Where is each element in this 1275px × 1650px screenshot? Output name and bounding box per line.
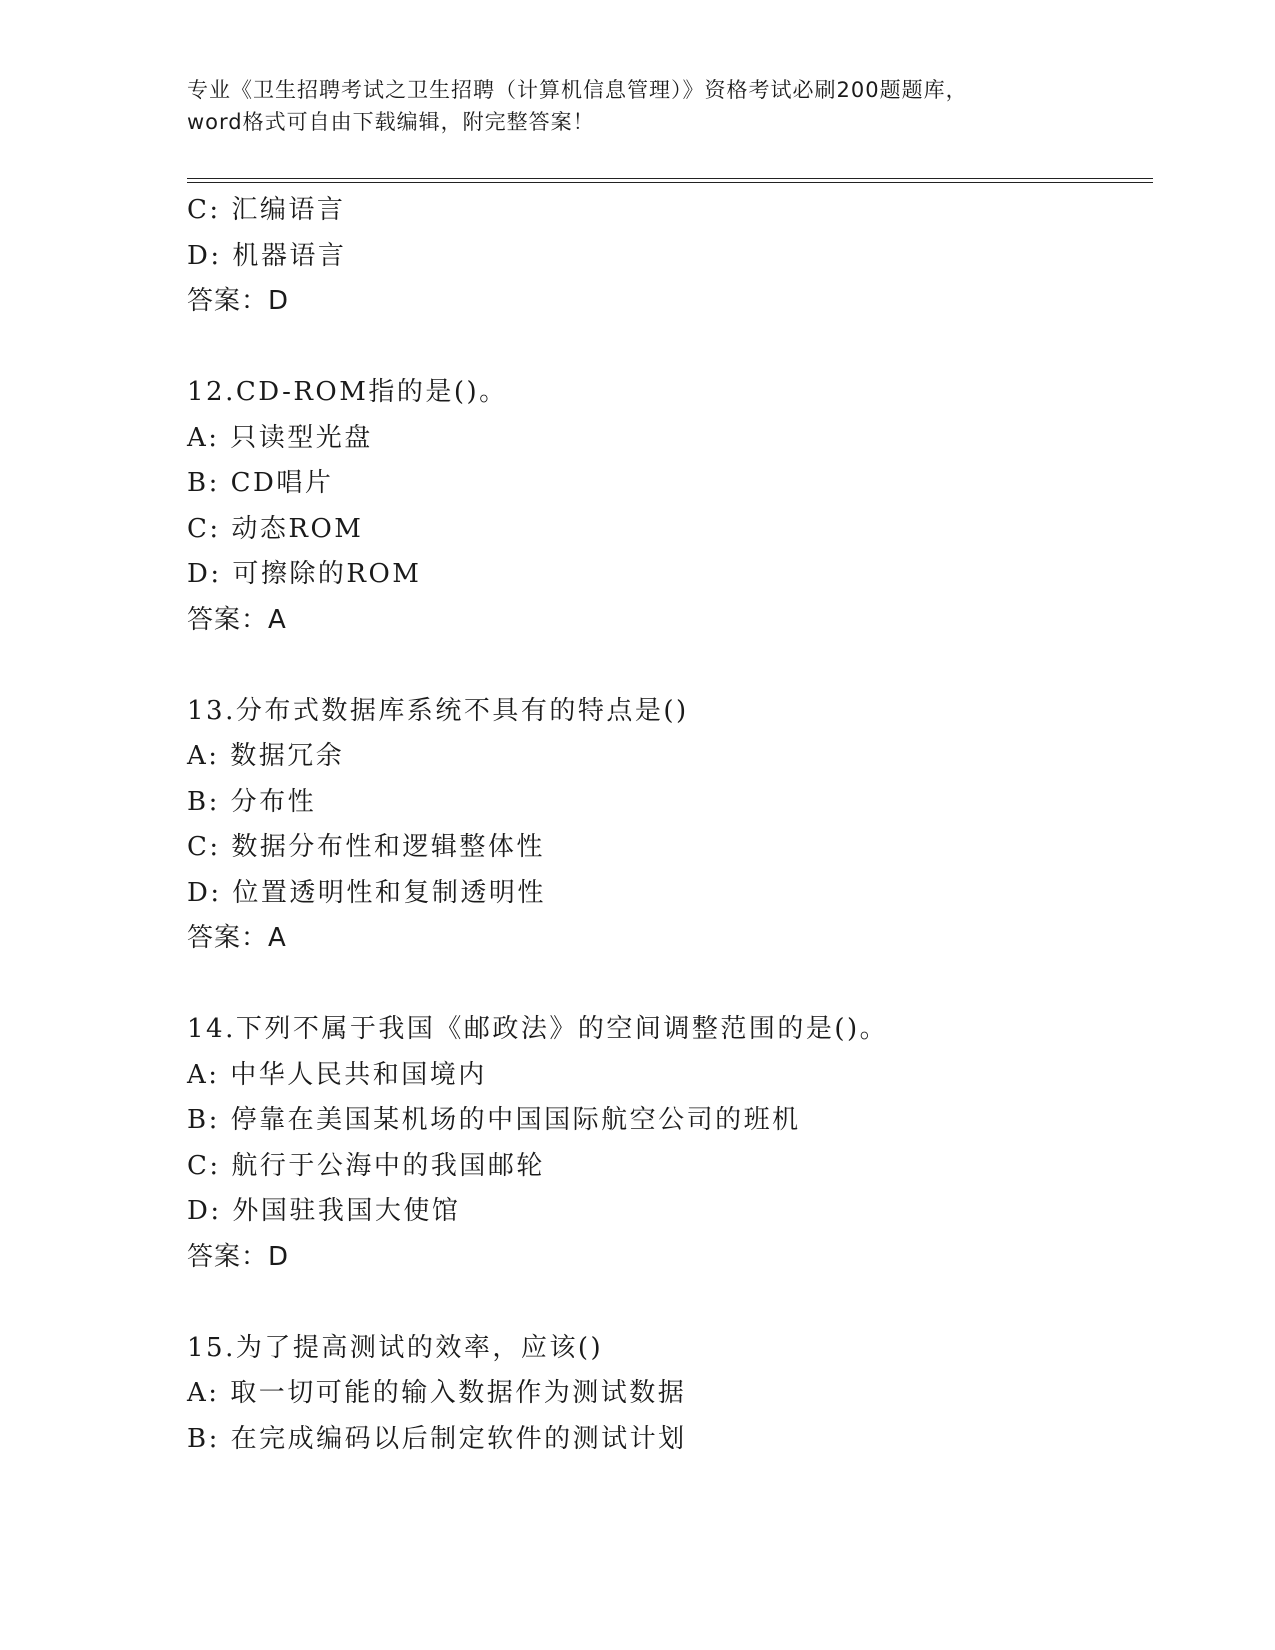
spacer [187, 643, 1147, 689]
question-list [187, 188, 1147, 1462]
answer-line: 答案：D [187, 286, 290, 316]
question-12 [187, 370, 1147, 643]
question-14 [187, 1007, 1147, 1280]
option-c: C: 数据分布性和逻辑整体性 [187, 832, 545, 862]
option-a: A: 中华人民共和国境内 [187, 1059, 487, 1090]
option-b: B: 停靠在美国某机场的中国国际航空公司的班机 [187, 1105, 801, 1135]
option-a: A: 数据冗余 [187, 741, 345, 771]
answer-line: 答案：A [187, 923, 287, 953]
option-d: D: 机器语言 [187, 240, 347, 271]
option-d: D: 位置透明性和复制透明性 [187, 877, 546, 908]
question-15 [187, 1326, 1147, 1463]
option-c: C: 动态ROM [187, 513, 364, 544]
question-stem: 12.CD-ROM指的是()。 [187, 377, 508, 407]
spacer [187, 962, 1147, 1008]
option-c: C: 汇编语言 [187, 195, 346, 225]
answer-line: 答案：A [187, 604, 287, 635]
option-b: B: 在完成编码以后制定软件的测试计划 [187, 1423, 687, 1454]
question-stem: 13.分布式数据库系统不具有的特点是() [187, 695, 689, 726]
question-11-continuation [187, 188, 1147, 325]
option-d: D: 可擦除的ROM [187, 559, 422, 589]
spacer [187, 325, 1147, 371]
option-a: A: 取一切可能的输入数据作为测试数据 [187, 1378, 687, 1408]
document-header [187, 74, 1087, 138]
option-b: B: CD唱片 [187, 468, 334, 498]
question-13 [187, 689, 1147, 962]
option-b: B: 分布性 [187, 786, 317, 817]
question-stem: 14.下列不属于我国《邮政法》的空间调整范围的是()。 [187, 1014, 889, 1044]
spacer [187, 1280, 1147, 1326]
option-a: A: 只读型光盘 [187, 422, 373, 453]
option-c: C: 航行于公海中的我国邮轮 [187, 1150, 545, 1181]
option-d: D: 外国驻我国大使馆 [187, 1196, 461, 1226]
answer-line: 答案：D [187, 1241, 290, 1272]
question-stem: 15.为了提高测试的效率，应该() [187, 1332, 604, 1363]
header-title-line-2: word格式可自由下载编辑，附完整答案！ [187, 110, 595, 134]
header-title-line-1: 专业《卫生招聘考试之卫生招聘（计算机信息管理）》资格考试必刷200题题库， [187, 78, 968, 102]
header-divider [187, 178, 1153, 183]
